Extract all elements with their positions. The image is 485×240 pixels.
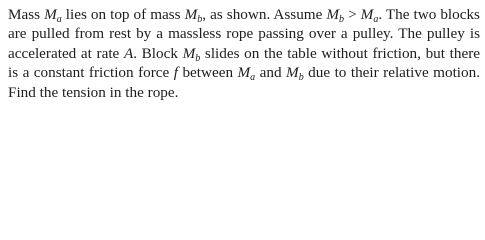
problem-text-segment: between xyxy=(177,64,238,82)
problem-text-segment: > xyxy=(344,6,361,23)
problem-text-segment: . The two blocks are pulled from rest by a massless rope passing over a pulley. The pulley is accelerated at rate xyxy=(8,6,480,62)
mass-b-symbol: $M_b$ xyxy=(184,6,203,25)
mass-b-symbol: $M_b$ xyxy=(182,44,201,64)
problem-text-segment: Mass xyxy=(8,6,45,23)
problem-text-segment: , as shown. Assume xyxy=(202,6,327,23)
problem-text-segment: . Block xyxy=(133,44,183,62)
mass-a-symbol: $M_a$ xyxy=(360,6,379,25)
problem-text-segment: slides on the table without friction, but there is a constant friction force xyxy=(8,44,481,82)
problem-text-segment: due to their relative motion. Find the tension in the rope. xyxy=(8,64,480,101)
mass-a-symbol: $M_a$ xyxy=(237,64,256,84)
mass-b-symbol: $M_b$ xyxy=(326,6,345,25)
problem-text xyxy=(8,5,480,102)
friction-symbol: f xyxy=(173,64,178,82)
problem-text-segment: lies on top of mass xyxy=(61,6,185,23)
mass-b-symbol: $M_b$ xyxy=(286,64,304,84)
acceleration-symbol: A xyxy=(123,44,134,62)
problem-text-segment: and xyxy=(255,64,287,82)
mass-a-symbol: $M_a$ xyxy=(44,6,62,25)
